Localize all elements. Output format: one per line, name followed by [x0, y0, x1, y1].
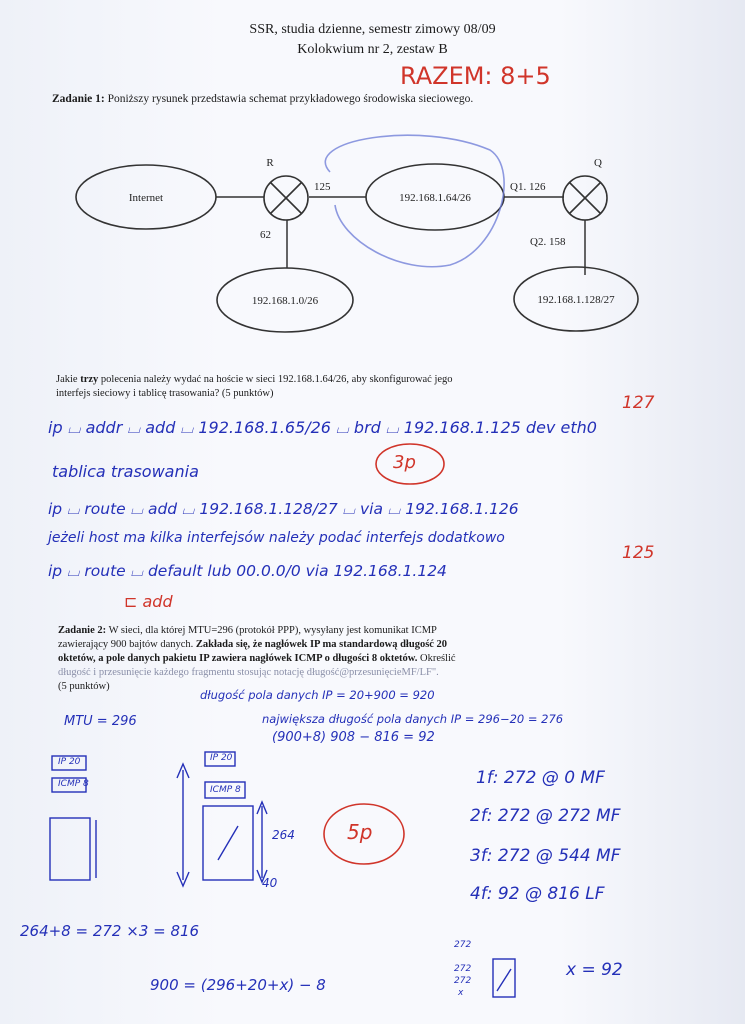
header-line-2: Kolokwium nr 2, zestaw B	[297, 42, 448, 57]
grade-total: RAZEM: 8+5	[400, 62, 551, 90]
small-272-2: 272	[454, 964, 472, 974]
task2-line2-bold: Zakłada się, że nagłówek IP ma standardową długość 20	[195, 639, 448, 650]
label-router-q: Q	[594, 157, 602, 169]
small-272-3: 272	[454, 976, 472, 986]
score-1: 3p	[393, 452, 416, 473]
answer1-line5: ip ⌴ route ⌴ default lub 00.0.0/0 via 192.168.1.124	[48, 562, 447, 580]
task2-line2: zawierający 900 bajtów danych.	[58, 639, 194, 650]
len-40: 40	[262, 876, 278, 890]
task1-label: Zadanie 1:	[52, 93, 105, 105]
answer2-equation: 900 = (296+20+x) − 8	[150, 976, 326, 994]
answer2-calc2: największa długość pola danych IP = 296−20 = 276	[262, 712, 564, 726]
score-2: 5p	[347, 820, 373, 844]
label-if-r-right: 125	[314, 181, 331, 193]
label-net-left: 192.168.1.0/26	[251, 295, 319, 307]
ip-big: IP 20	[210, 753, 233, 763]
answer1-line4: jeżeli host ma kilka interfejsów należy podać interfejs dodatkowo	[48, 530, 505, 546]
router-q-icon	[563, 176, 607, 220]
icmp-small: ICMP 8	[58, 779, 89, 789]
label-internet: Internet	[128, 192, 164, 204]
small-272-1: 272	[454, 940, 472, 950]
ip-small: IP 20	[58, 757, 81, 767]
task2-line5: (5 punktów)	[58, 681, 110, 692]
small-x: x	[458, 988, 464, 998]
answer2-calc3: (900+8) 908 − 816 = 92	[272, 730, 435, 745]
answer1-line3: ip ⌴ route ⌴ add ⌴ 192.168.1.128/27 ⌴ via ⌴ 192.168.1.126	[48, 500, 519, 518]
label-net-center: 192.168.1.64/26	[399, 192, 471, 204]
task1-text: Poniższy rysunek przedstawia schemat przykładowego środowiska sieciowego.	[107, 93, 474, 105]
answer2-sum: 264+8 = 272 ×3 = 816	[20, 922, 200, 940]
answer2-calc1: długość pola danych IP = 20+900 = 920	[200, 688, 435, 702]
task1-question-pre: Jakie	[56, 374, 78, 385]
fragment-1: 1f: 272 @ 0 MF	[476, 768, 605, 788]
correction-125: 125	[622, 543, 655, 563]
label-net-right: 192.168.1.128/27	[537, 294, 615, 306]
network-diagram	[0, 0, 745, 360]
task2-line3-tail: Określić	[419, 653, 456, 664]
task2-line3-bold: oktetów, a pole danych pakietu IP zawiera nagłówek ICMP o długości 8 oktetów.	[58, 653, 418, 664]
task1-question-post: polecenia należy wydać na hoście w sieci 192.168.1.64/26, aby skonfigurować jego	[100, 374, 453, 385]
task1-question-bold: trzy	[80, 374, 99, 385]
fragment-2: 2f: 272 @ 272 MF	[470, 806, 621, 826]
answer1-line2: tablica trasowania	[52, 462, 199, 481]
answer1-red-note: ⊏ add	[124, 592, 173, 611]
task2-label: Zadanie 2:	[58, 625, 107, 636]
task2-line1: W sieci, dla której MTU=296 (protokół PPP), wysyłany jest komunikat ICMP	[108, 625, 437, 636]
answer2-x: x = 92	[566, 960, 623, 980]
task1-question-line2: interfejs sieciowy i tablicę trasowania? (5 punktów)	[56, 388, 274, 399]
answer1-line1: ip ⌴ addr ⌴ add ⌴ 192.168.1.65/26 ⌴ brd ⌴ 192.168.1.125 dev eth0	[48, 418, 597, 437]
fragment-3: 3f: 272 @ 544 MF	[470, 846, 621, 866]
router-r-icon	[264, 176, 308, 220]
len-264: 264	[272, 828, 295, 842]
label-if-r-down: 62	[260, 229, 271, 241]
label-router-r: R	[266, 157, 274, 169]
task2-text	[58, 624, 698, 694]
fragment-4: 4f: 92 @ 816 LF	[470, 884, 605, 904]
task1-question	[56, 373, 453, 401]
label-if-q1: Q1. 126	[510, 181, 546, 193]
label-if-q2: Q2. 158	[530, 236, 566, 248]
header-line-1: SSR, studia dzienne, semestr zimowy 08/09	[249, 22, 496, 37]
correction-127: 127	[622, 393, 655, 413]
icmp-big: ICMP 8	[210, 785, 241, 795]
answer2-mtu: MTU = 296	[64, 714, 137, 729]
small-packet-sketch	[485, 955, 525, 1005]
task2-line4: długość i przesunięcie każdego fragmentu stosując notację długość@przesunięcieMF/LF".	[58, 667, 439, 678]
